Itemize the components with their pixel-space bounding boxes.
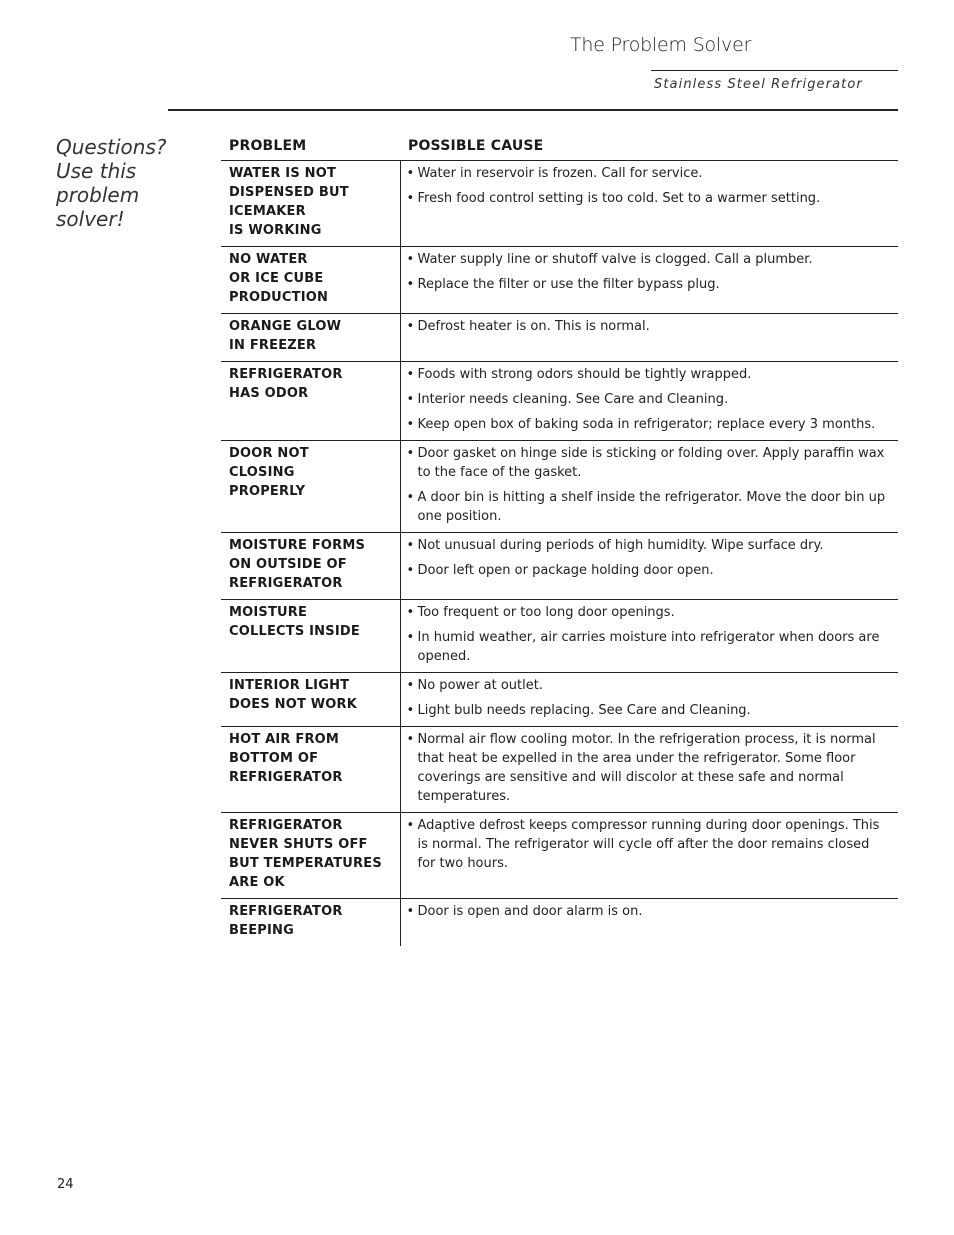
cause-cell	[400, 727, 898, 813]
cause-cell	[400, 247, 898, 314]
cause-item: • Door is open and door alarm is on.	[407, 902, 891, 921]
cause-item: • A door bin is hitting a shelf inside the refrigerator. Move the door bin up one position.	[407, 488, 891, 526]
table-body	[221, 161, 898, 947]
cause-item: • In humid weather, air carries moisture into refrigerator when doors are opened.	[407, 628, 891, 666]
table-row	[221, 673, 898, 727]
problem-solver-table	[221, 133, 898, 946]
problem-cell: REFRIGERATOR BEEPING	[221, 899, 400, 947]
cause-cell	[400, 813, 898, 899]
column-header-cause: POSSIBLE CAUSE	[400, 133, 898, 161]
cause-item: • Interior needs cleaning. See Care and Cleaning.	[407, 390, 891, 409]
cause-cell	[400, 533, 898, 600]
table-header-row	[221, 133, 898, 161]
cause-item: • Replace the filter or use the filter bypass plug.	[407, 275, 891, 294]
table-row	[221, 600, 898, 673]
problem-cell: REFRIGERATOR NEVER SHUTS OFF BUT TEMPERATURES ARE OK	[221, 813, 400, 899]
cause-cell	[400, 600, 898, 673]
page-subtitle: Stainless Steel Refrigerator	[654, 77, 863, 92]
table-row	[221, 813, 898, 899]
cause-cell	[400, 441, 898, 533]
cause-item: • Water in reservoir is frozen. Call for service.	[407, 164, 891, 183]
cause-cell	[400, 899, 898, 947]
cause-item: • Adaptive defrost keeps compressor running during door openings. This is normal. The refrigerator will cycle off after the door remains closed for two hours.	[407, 816, 891, 873]
sidebar-line: Questions?	[56, 135, 167, 159]
page-number: 24	[57, 1177, 74, 1192]
problem-cell: NO WATER OR ICE CUBE PRODUCTION	[221, 247, 400, 314]
header-divider-long	[168, 109, 898, 111]
cause-cell	[400, 362, 898, 441]
table-row	[221, 533, 898, 600]
table-row	[221, 362, 898, 441]
sidebar-line: problem	[56, 183, 140, 207]
sidebar-heading	[56, 135, 206, 231]
sidebar-line: Use this	[56, 159, 137, 183]
table-row	[221, 314, 898, 362]
cause-item: • Too frequent or too long door openings.	[407, 603, 891, 622]
cause-item: • Foods with strong odors should be tightly wrapped.	[407, 365, 891, 384]
table-row	[221, 727, 898, 813]
problem-cell: ORANGE GLOW IN FREEZER	[221, 314, 400, 362]
cause-item: • Water supply line or shutoff valve is clogged. Call a plumber.	[407, 250, 891, 269]
problem-cell: MOISTURE COLLECTS INSIDE	[221, 600, 400, 673]
cause-item: • Defrost heater is on. This is normal.	[407, 317, 891, 336]
cause-item: • Not unusual during periods of high humidity. Wipe surface dry.	[407, 536, 891, 555]
header-divider-short	[651, 70, 898, 71]
cause-item: • Fresh food control setting is too cold. Set to a warmer setting.	[407, 189, 891, 208]
cause-item: • Keep open box of baking soda in refrigerator; replace every 3 months.	[407, 415, 891, 434]
table-row	[221, 899, 898, 947]
page-title: The Problem Solver	[570, 34, 752, 56]
cause-item: • Door gasket on hinge side is sticking or folding over. Apply paraffin wax to the face of the gasket.	[407, 444, 891, 482]
table-row	[221, 161, 898, 247]
problem-cell: MOISTURE FORMS ON OUTSIDE OF REFRIGERATOR	[221, 533, 400, 600]
cause-cell	[400, 161, 898, 247]
problem-cell: INTERIOR LIGHT DOES NOT WORK	[221, 673, 400, 727]
problem-cell: HOT AIR FROM BOTTOM OF REFRIGERATOR	[221, 727, 400, 813]
problem-cell: REFRIGERATOR HAS ODOR	[221, 362, 400, 441]
cause-item: • Door left open or package holding door open.	[407, 561, 891, 580]
cause-cell	[400, 314, 898, 362]
problem-cell: DOOR NOT CLOSING PROPERLY	[221, 441, 400, 533]
problem-cell: WATER IS NOT DISPENSED BUT ICEMAKER IS WORKING	[221, 161, 400, 247]
cause-item: • No power at outlet.	[407, 676, 891, 695]
cause-item: • Light bulb needs replacing. See Care and Cleaning.	[407, 701, 891, 720]
table-row	[221, 247, 898, 314]
sidebar-line: solver!	[56, 207, 125, 231]
table-row	[221, 441, 898, 533]
cause-item: • Normal air flow cooling motor. In the refrigeration process, it is normal that heat be expelled in the area under the refrigerator. Some floor coverings are sensitive and will discolor at these safe and normal temperatures.	[407, 730, 891, 806]
cause-cell	[400, 673, 898, 727]
column-header-problem: PROBLEM	[221, 133, 400, 161]
